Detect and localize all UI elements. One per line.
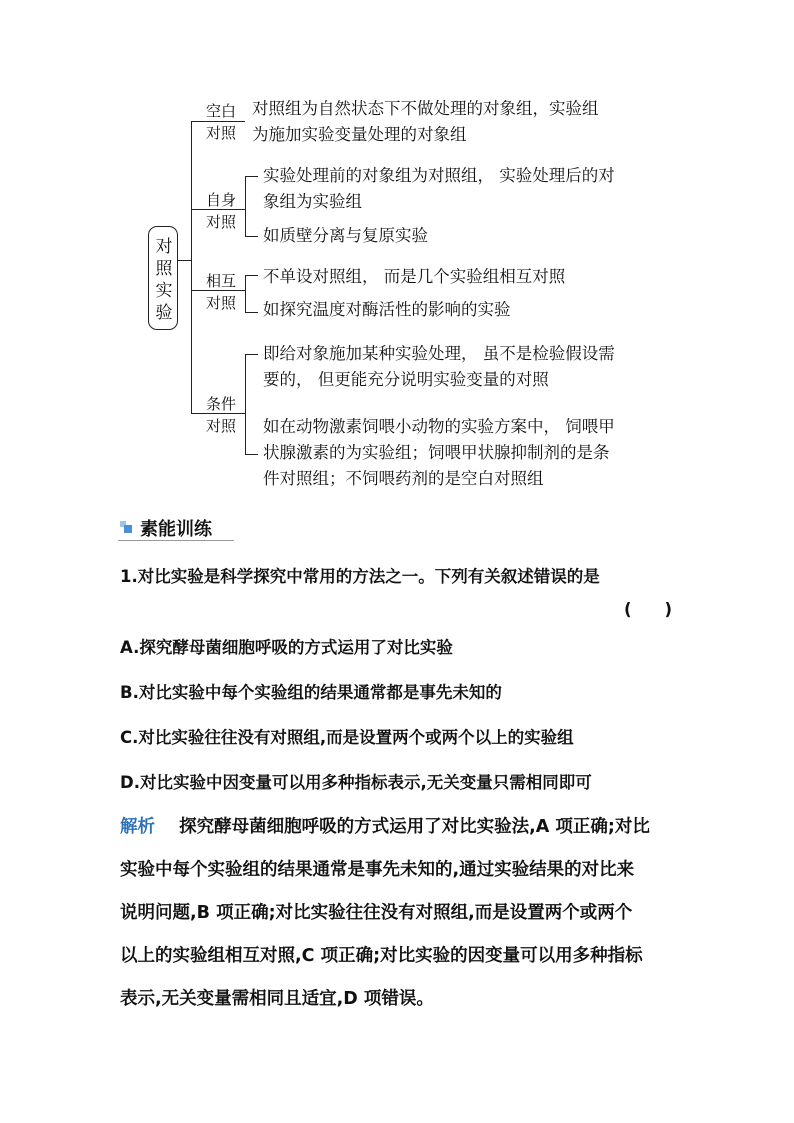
mutual-example: 如探究温度对酶活性的影响的实验 [263,300,511,319]
section-title: 素能训练 [140,519,212,540]
desc-line: 对照组为自然状态下不做处理的对象组，实验组 [252,99,599,118]
category-condition [199,393,243,437]
analysis-line: 实验中每个实验组的结果通常是事先未知的,通过实验结果的对比来 [120,860,635,880]
category-label: 空白 [205,102,236,120]
condition-example [263,414,615,492]
desc-line: 象组为实验组 [263,192,362,211]
self-example: 如质壁分离与复原实验 [263,226,428,245]
category-label: 对照 [205,213,236,231]
desc-line: 要的， 但更能充分说明实验变量的对照 [263,370,549,389]
option-d: D.对比实验中因变量可以用多种指标表示,无关变量只需相同即可 [120,773,592,792]
category-label: 自身 [205,191,236,209]
category-label: 对照 [205,124,236,142]
bracket-line [245,312,258,313]
desc-line: 实验处理前的对象组为对照组， 实验处理后的对 [263,166,615,185]
category-blank [199,100,243,144]
desc-line: 为施加实验变量处理的对象组 [252,125,467,144]
bracket-line [245,275,258,276]
self-desc [263,163,615,215]
desc-line: 即给对象施加某种实验处理， 虽不是检验假设需 [263,344,615,363]
bracket-line [245,176,258,177]
bracket-line [245,236,258,237]
option-b: B.对比实验中每个实验组的结果通常都是事先未知的 [120,683,502,702]
category-mutual [199,270,243,314]
root-char: 验 [155,303,173,323]
desc-line: 如在动物激素饲喂小动物的实验方案中， 饲喂甲 [263,417,615,436]
bracket-line [245,354,258,355]
category-label: 对照 [205,417,236,435]
analysis-line: 探究酵母菌细胞呼吸的方式运用了对比实验法,A 项正确;对比 [179,817,650,837]
category-self [199,189,243,233]
bracket-line [245,275,246,313]
option-c: C.对比实验往往没有对照组,而是设置两个或两个以上的实验组 [120,728,574,747]
category-label: 条件 [205,395,236,413]
condition-desc [263,341,615,393]
bracket-line [245,176,246,237]
answer-bracket: ( ) [624,600,673,619]
connector-line [178,260,192,261]
section-underline [118,540,234,541]
option-a: A.探究酵母菌细胞呼吸的方式运用了对比实验 [120,638,453,657]
blank-desc [252,96,599,148]
category-label: 对照 [205,294,236,312]
analysis-line: 表示,无关变量需相同且适宜,D 项错误。 [120,989,434,1009]
analysis-line: 说明问题,B 项正确;对比实验往往没有对照组,而是设置两个或两个 [120,903,633,923]
bracket-line [245,454,258,455]
bracket-line [245,354,246,454]
root-node [148,226,178,330]
question-stem: 1.对比实验是科学探究中常用的方法之一。下列有关叙述错误的是 [120,567,600,586]
mutual-desc: 不单设对照组， 而是几个实验组相互对照 [263,267,566,286]
category-label: 相互 [205,272,236,290]
desc-line: 件对照组；不饲喂药剂的是空白对照组 [263,469,544,488]
root-char: 对 [155,237,173,257]
analysis-block [120,806,650,1021]
root-char: 照 [155,259,173,279]
analysis-label: 解析 [120,817,155,837]
section-square-icon [124,525,132,533]
root-char: 实 [155,281,173,301]
spine-line [191,121,192,413]
analysis-line: 以上的实验组相互对照,C 项正确;对比实验的因变量可以用多种指标 [120,946,643,966]
desc-line: 状腺激素的为实验组；饲喂甲状腺抑制剂的是条 [263,443,610,462]
